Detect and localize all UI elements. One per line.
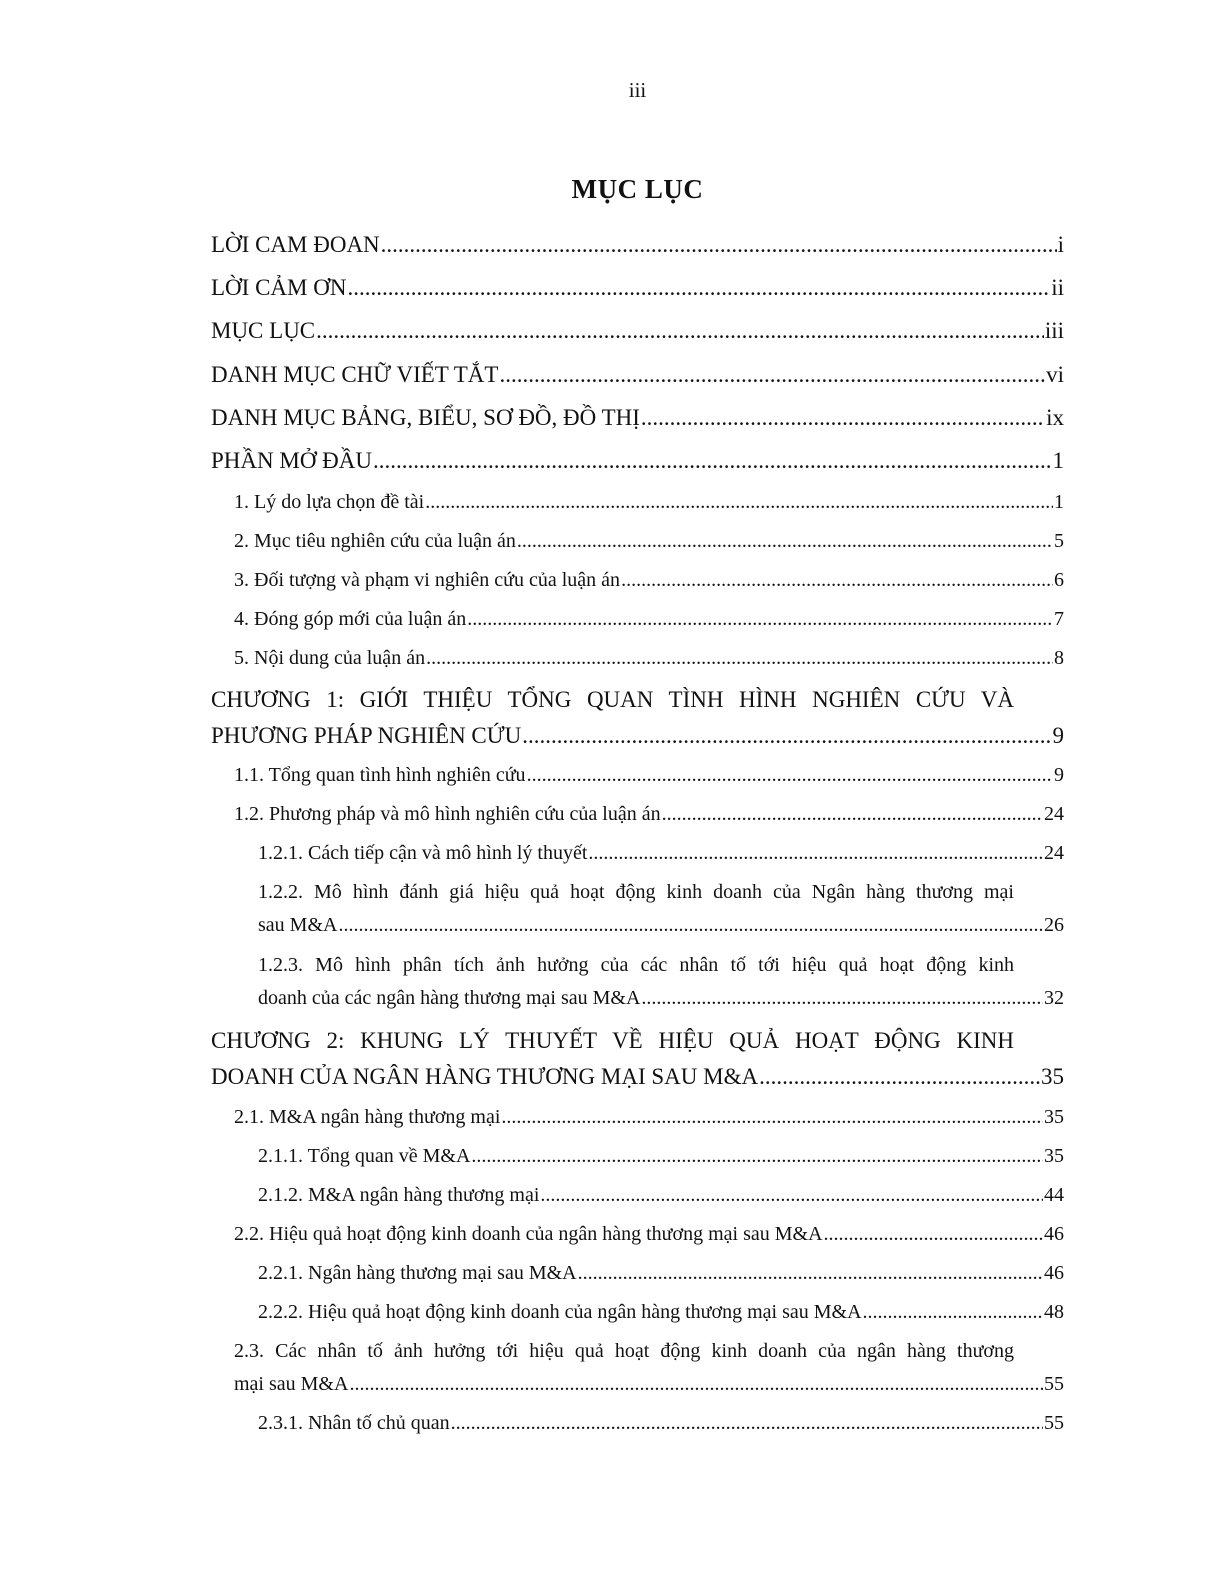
toc-leader-dots bbox=[347, 271, 1050, 304]
page-number: iii bbox=[628, 78, 647, 102]
toc-entry-2-2[interactable] bbox=[234, 1218, 1064, 1251]
toc-leader-dots bbox=[471, 1140, 1043, 1173]
toc-entry-page: 9 bbox=[1052, 723, 1064, 748]
toc-entry-page: 1 bbox=[1054, 491, 1064, 513]
toc-entry-1-1[interactable] bbox=[234, 759, 1064, 792]
toc-entry-page: 35 bbox=[1044, 1145, 1064, 1167]
toc-leader-dots bbox=[641, 982, 1043, 1015]
toc-entry-2-1-1[interactable] bbox=[258, 1140, 1064, 1173]
toc-entry-text: DANH MỤC BẢNG, BIỂU, SƠ ĐỒ, ĐỒ THỊ bbox=[211, 405, 640, 430]
toc-entry-text: MỤC LỤC bbox=[211, 318, 316, 343]
toc-entry-2-2-2[interactable] bbox=[258, 1296, 1064, 1329]
toc-entry-page: 32 bbox=[1044, 987, 1064, 1009]
toc-entry-page: 46 bbox=[1044, 1223, 1064, 1245]
toc-leader-dots bbox=[824, 1218, 1043, 1251]
toc-entry-text: 2. Mục tiêu nghiên cứu của luận án bbox=[234, 530, 516, 552]
toc-leader-dots bbox=[588, 837, 1043, 870]
toc-entry-text: 5. Nội dung của luận án bbox=[234, 647, 426, 669]
toc-entry-2-3[interactable] bbox=[234, 1368, 1064, 1401]
toc-leader-dots bbox=[517, 525, 1053, 558]
toc-entry-2-2-1[interactable] bbox=[258, 1257, 1064, 1290]
toc-entry-page: 9 bbox=[1054, 764, 1064, 786]
toc-entry-page: 48 bbox=[1044, 1301, 1064, 1323]
toc-entry-page: 35 bbox=[1041, 1064, 1064, 1089]
toc-entry-chuong-1[interactable] bbox=[211, 719, 1064, 752]
toc-entry-text: mại sau M&A bbox=[234, 1373, 349, 1395]
toc-entry-text: sau M&A bbox=[258, 914, 338, 936]
toc-entry-page: ix bbox=[1046, 405, 1064, 430]
toc-entry-phan-mo-dau[interactable] bbox=[211, 444, 1064, 477]
toc-leader-dots bbox=[641, 401, 1045, 434]
toc-entry-2-3-1[interactable] bbox=[258, 1407, 1064, 1440]
toc-entry-loi-cam-on[interactable] bbox=[211, 271, 1064, 304]
toc-entry-page: 44 bbox=[1044, 1184, 1064, 1206]
toc-entry-text: LỜI CAM ĐOAN bbox=[211, 232, 380, 257]
toc-entry-text: 2.1.2. M&A ngân hàng thương mại bbox=[258, 1184, 540, 1206]
toc-leader-dots bbox=[316, 314, 1044, 347]
toc-entry-page: iii bbox=[1044, 318, 1064, 343]
toc-leader-dots bbox=[349, 1368, 1043, 1401]
toc-entry-text: 1.2.1. Cách tiếp cận và mô hình lý thuyết bbox=[258, 842, 588, 864]
toc-entry-text: 3. Đối tượng và phạm vi nghiên cứu của luận án bbox=[234, 569, 621, 591]
toc-entry-2-1[interactable] bbox=[234, 1101, 1064, 1134]
toc-entry-muc-luc[interactable] bbox=[211, 314, 1064, 347]
toc-entry-page: 8 bbox=[1054, 647, 1064, 669]
toc-leader-dots bbox=[540, 1179, 1043, 1212]
toc-entry-1-2-3-line-1: 1.2.3. Mô hình phân tích ảnh hưởng của các nhân tố tới hiệu quả hoạt động kinh bbox=[258, 954, 1014, 976]
toc-entry-1-2-2[interactable] bbox=[258, 909, 1064, 942]
toc-leader-dots bbox=[467, 603, 1053, 636]
toc-entry-chuong-2[interactable] bbox=[211, 1060, 1064, 1093]
toc-entry-text: 1.1. Tổng quan tình hình nghiên cứu bbox=[234, 764, 526, 786]
toc-leader-dots bbox=[863, 1296, 1043, 1329]
toc-entry-page: ii bbox=[1051, 275, 1064, 300]
toc-leader-dots bbox=[501, 1101, 1043, 1134]
toc-entry-page: 5 bbox=[1054, 530, 1064, 552]
toc-leader-dots bbox=[451, 1407, 1043, 1440]
toc-entry-doi-tuong[interactable] bbox=[234, 564, 1064, 597]
toc-leader-dots bbox=[621, 564, 1053, 597]
toc-entry-1-2-3[interactable] bbox=[258, 982, 1064, 1015]
toc-entry-text: 2.2.2. Hiệu quả hoạt động kinh doanh của ngân hàng thương mại sau M&A bbox=[258, 1301, 862, 1323]
toc-entry-page: 24 bbox=[1044, 803, 1064, 825]
toc-entry-1-2[interactable] bbox=[234, 798, 1064, 831]
toc-entry-page: 1 bbox=[1052, 448, 1064, 473]
toc-entry-2-3-line-1: 2.3. Các nhân tố ảnh hưởng tới hiệu quả hoạt động kinh doanh của ngân hàng thương bbox=[234, 1340, 1014, 1362]
toc-entry-text: 2.2.1. Ngân hàng thương mại sau M&A bbox=[258, 1262, 577, 1284]
toc-entry-danh-muc-bang-bieu[interactable] bbox=[211, 401, 1064, 434]
toc-entry-page: 55 bbox=[1044, 1412, 1064, 1434]
toc-entry-text: doanh của các ngân hàng thương mại sau M&A bbox=[258, 987, 641, 1009]
toc-entry-text: 2.2. Hiệu quả hoạt động kinh doanh của ngân hàng thương mại sau M&A bbox=[234, 1223, 823, 1245]
toc-leader-dots bbox=[499, 358, 1045, 391]
toc-entry-text: 2.1. M&A ngân hàng thương mại bbox=[234, 1106, 501, 1128]
toc-entry-ly-do[interactable] bbox=[234, 486, 1064, 519]
toc-entry-chuong-1-line-1: CHƯƠNG 1: GIỚI THIỆU TỔNG QUAN TÌNH HÌNH NGHIÊN CỨU VÀ bbox=[211, 687, 1014, 712]
toc-entry-page: 46 bbox=[1044, 1262, 1064, 1284]
toc-leader-dots bbox=[578, 1257, 1043, 1290]
toc-entry-page: 24 bbox=[1044, 842, 1064, 864]
toc-entry-dong-gop[interactable] bbox=[234, 603, 1064, 636]
toc-leader-dots bbox=[373, 444, 1051, 477]
toc-entry-text: 1.2. Phương pháp và mô hình nghiên cứu của luận án bbox=[234, 803, 661, 825]
toc-entry-page: 35 bbox=[1044, 1106, 1064, 1128]
toc-leader-dots bbox=[426, 642, 1053, 675]
toc-leader-dots bbox=[662, 798, 1043, 831]
toc-leader-dots bbox=[522, 719, 1051, 752]
toc-leader-dots bbox=[381, 228, 1057, 261]
toc-entry-chuong-2-line-1: CHƯƠNG 2: KHUNG LÝ THUYẾT VỀ HIỆU QUẢ HOẠT ĐỘNG KINH bbox=[211, 1028, 1014, 1053]
toc-entry-text: PHƯƠNG PHÁP NGHIÊN CỨU bbox=[211, 723, 522, 748]
toc-entry-noi-dung[interactable] bbox=[234, 642, 1064, 675]
toc-entry-2-1-2[interactable] bbox=[258, 1179, 1064, 1212]
toc-entry-danh-muc-chu-viet-tat[interactable] bbox=[211, 358, 1064, 391]
toc-entry-text: 2.1.1. Tổng quan về M&A bbox=[258, 1145, 471, 1167]
toc-entry-text: 1. Lý do lựa chọn đề tài bbox=[234, 491, 425, 513]
toc-entry-text: 4. Đóng góp mới của luận án bbox=[234, 608, 467, 630]
toc-title: MỤC LỤC bbox=[571, 174, 704, 204]
toc-leader-dots bbox=[338, 909, 1043, 942]
toc-entry-text: DOANH CỦA NGÂN HÀNG THƯƠNG MẠI SAU M&A bbox=[211, 1064, 759, 1089]
toc-entry-1-2-1[interactable] bbox=[258, 837, 1064, 870]
toc-entry-text: PHẦN MỞ ĐẦU bbox=[211, 448, 373, 473]
toc-entry-page: vi bbox=[1046, 362, 1064, 387]
toc-entry-page: 55 bbox=[1044, 1373, 1064, 1395]
toc-entry-text: 2.3.1. Nhân tố chủ quan bbox=[258, 1412, 450, 1434]
toc-leader-dots bbox=[527, 759, 1053, 792]
toc-entry-page: 26 bbox=[1044, 914, 1064, 936]
toc-entry-page: 6 bbox=[1054, 569, 1064, 591]
toc-leader-dots bbox=[425, 486, 1053, 519]
toc-entry-page: 7 bbox=[1054, 608, 1064, 630]
toc-entry-page: i bbox=[1057, 232, 1064, 257]
toc-leader-dots bbox=[759, 1060, 1040, 1093]
toc-entry-loi-cam-doan[interactable] bbox=[211, 228, 1064, 261]
toc-entry-text: LỜI CẢM ƠN bbox=[211, 275, 347, 300]
toc-entry-text: DANH MỤC CHỮ VIẾT TẮT bbox=[211, 362, 499, 387]
toc-entry-muc-tieu[interactable] bbox=[234, 525, 1064, 558]
toc-entry-1-2-2-line-1: 1.2.2. Mô hình đánh giá hiệu quả hoạt động kinh doanh của Ngân hàng thương mại bbox=[258, 881, 1014, 903]
